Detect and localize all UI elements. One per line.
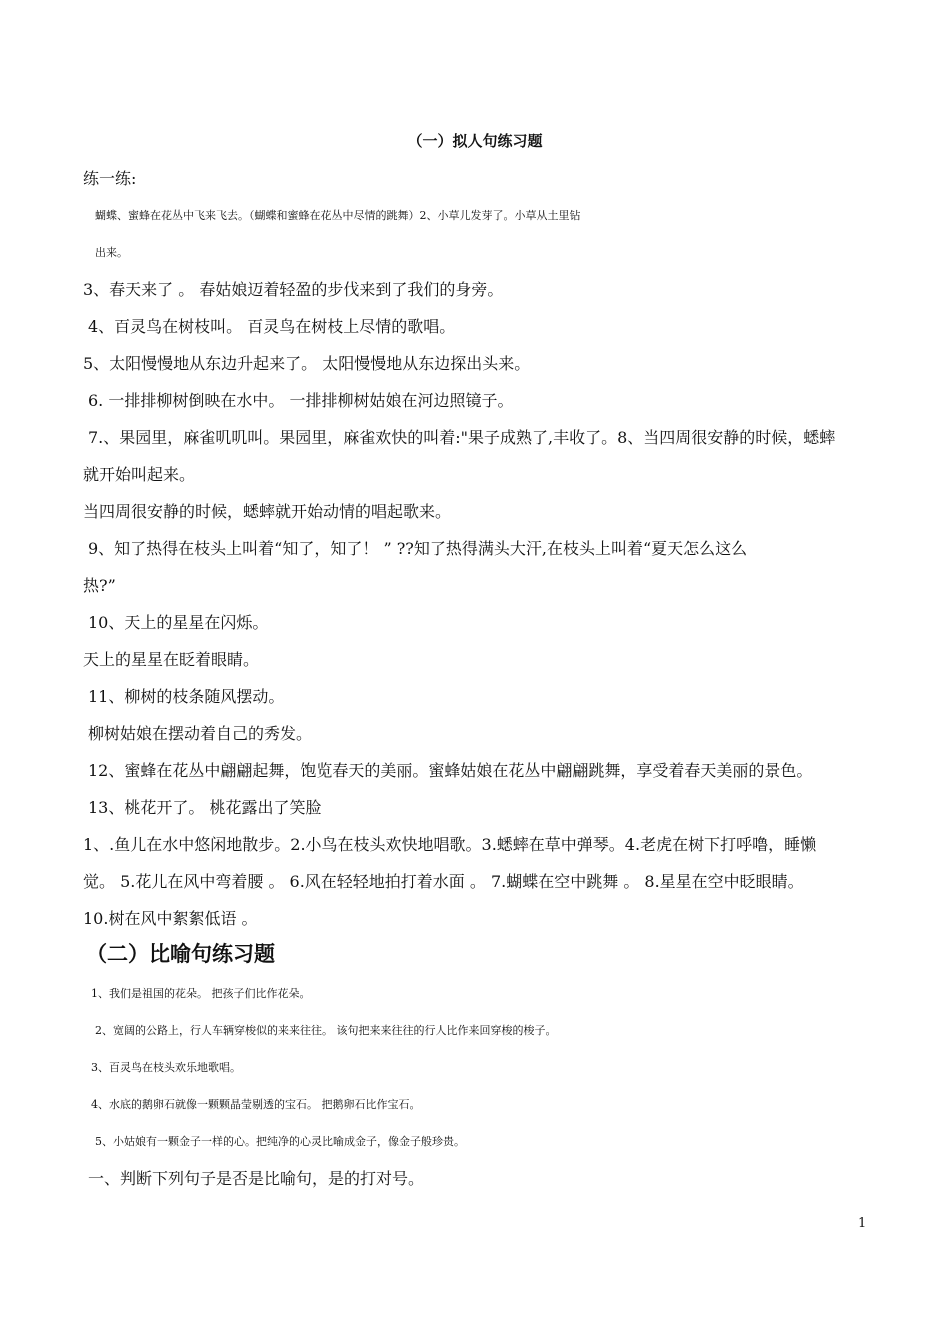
text-line: 热?” <box>83 576 116 595</box>
text-line: 13、桃花开了。 桃花露出了笑脸 <box>88 798 322 817</box>
text-line: 觉。 5.花儿在风中弯着腰 。 6.风在轻轻地拍打着水面 。 7.蝴蝶在空中跳舞 。 8.星星在空中眨眼睛。 <box>83 872 804 891</box>
text-line: 12、蜜蜂在花丛中翩翩起舞，饱览春天的美丽。蜜蜂姑娘在花丛中翩翩跳舞，享受着春天美丽的景色。 <box>88 761 813 780</box>
text-line: 10、天上的星星在闪烁。 <box>88 613 269 632</box>
text-line: 5、小姑娘有一颗金子一样的心。把纯净的心灵比喻成金子，像金子般珍贵。 <box>95 1135 465 1148</box>
text-line: 7.、果园里，麻雀叽叽叫。果园里，麻雀欢快的叫着:"果子成熟了,丰收了。8、当四周很安静的时候，蟋蟀 <box>88 428 836 447</box>
text-line: 蝴蝶、蜜蜂在花丛中飞来飞去。（蝴蝶和蜜蜂在花丛中尽情的跳舞）2、小草儿发芽了。小草从土里钻 <box>95 209 581 222</box>
section-title-simile: （二）比喻句练习题 <box>86 941 275 966</box>
text-line: 1、.鱼儿在水中悠闲地散步。2.小鸟在枝头欢快地唱歌。3.蟋蟀在草中弹琴。4.老虎在树下打呼噜，睡懒 <box>83 835 817 854</box>
text-line: 10.树在风中絮絮低语 。 <box>83 909 258 928</box>
text-line: 4、水底的鹅卵石就像一颗颗晶莹剔透的宝石。 把鹅卵石比作宝石。 <box>91 1098 421 1111</box>
text-line: 6. 一排排柳树倒映在水中。 一排排柳树姑娘在河边照镜子。 <box>88 391 514 410</box>
text-line: 3、百灵鸟在枝头欢乐地歌唱。 <box>91 1061 241 1074</box>
text-line: 1、我们是祖国的花朵。 把孩子们比作花朵。 <box>91 987 311 1000</box>
text-line: 柳树姑娘在摆动着自己的秀发。 <box>88 724 313 743</box>
text-line: 5、太阳慢慢地从东边升起来了。 太阳慢慢地从东边探出头来。 <box>83 354 531 373</box>
text-line: 练一练: <box>83 169 137 188</box>
text-line: 9、知了热得在枝头上叫着“知了，知了！ ” ??知了热得满头大汗,在枝头上叫着“夏天怎么这么 <box>88 539 748 558</box>
text-line: 就开始叫起来。 <box>83 465 196 484</box>
section-title-personification: （一）拟人句练习题 <box>407 132 543 150</box>
text-line: 2、宽阔的公路上，行人车辆穿梭似的来来往往。 该句把来来往往的行人比作来回穿梭的梭子。 <box>95 1024 557 1037</box>
text-line: 3、春天来了 。 春姑娘迈着轻盈的步伐来到了我们的身旁。 <box>83 280 504 299</box>
text-line: 天上的星星在眨着眼睛。 <box>83 650 260 669</box>
text-line: 11、柳树的枝条随风摆动。 <box>88 687 285 706</box>
text-line: 出来。 <box>95 246 128 259</box>
text-line: 4、百灵鸟在树枝叫。 百灵鸟在树枝上尽情的歌唱。 <box>88 317 456 336</box>
text-line: 一、判断下列句子是否是比喻句，是的打对号。 <box>88 1169 425 1188</box>
text-line: 当四周很安静的时候，蟋蟀就开始动情的唱起歌来。 <box>83 502 452 521</box>
page-number: 1 <box>858 1216 867 1231</box>
